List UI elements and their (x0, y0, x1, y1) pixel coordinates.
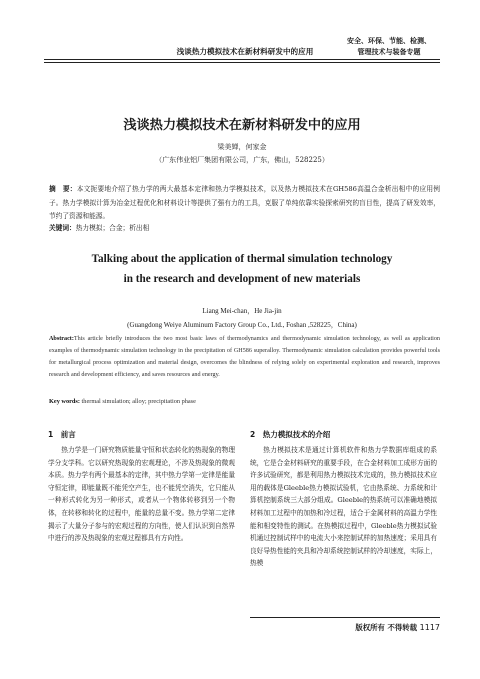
footer-rule (250, 617, 440, 618)
abstract-en-text: This article briefly introduces the two most basic laws of thermodynamics and thermodynamic simulation technology, as well as application examples of thermodynamic simulation technology in the precipitation of GH586 superalloy. Thermodynamic simulation calculation provides powerful tools for metallurgical process optimization and material design, overcomes the blindness of relying solely on experimental exploration and research, improves research and development efficiency, and saves resources and energy. (49, 336, 440, 379)
affiliation-en: (Guangdong Weiye Aluminum Factory Group Co., Ltd., Foshan ,528225，China) (127, 321, 357, 329)
page-number: 1117 (419, 623, 440, 632)
keywords-cn (49, 223, 440, 234)
header-column-name (339, 36, 439, 58)
page-footer (250, 622, 440, 633)
header-rule-bottom (44, 62, 440, 63)
paper-title-en-line2: in the research and development of new materials (123, 273, 361, 285)
footer-journal: 版权所有 不得转载 (355, 623, 418, 632)
header-column-line1: 安全、环保、节能、检测、 (347, 37, 431, 45)
authors-cn: 梁美婵，何家金 (217, 143, 267, 151)
abstract-cn-label: 摘 要： (49, 185, 77, 193)
paper-title-cn: 浅谈热力模拟技术在新材料研发中的应用 (123, 118, 361, 133)
keywords-en-text: thermal simulation; alloy; precipitation phase (79, 398, 196, 405)
authors-en: Liang Mei-chan，He Jia-jin (202, 307, 282, 315)
section-introduction-heading: 1 前言 (48, 430, 76, 439)
abstract-en-label: Abstract: (49, 336, 74, 342)
section-thermal-simulation (250, 429, 437, 570)
section-introduction (48, 429, 235, 545)
header-column-line2: 管理技术与装备专题 (357, 48, 421, 56)
header-rule-top (44, 59, 440, 60)
abstract-cn-text: 本文扼要地介绍了热力学的两大最基本定律和热力学模拟技术，以及热力模拟技术在GH586高温合金析出相中的应用例子。热力学模拟计算为冶金过程优化和材料设计等提供了强有力的工具，克服了单纯依靠实验探索研究的盲目性，提高了研发效率，节约了资源和能源。 (49, 185, 440, 220)
section-introduction-body: 热力学是一门研究物质能量守恒和状态转化的热现象的物理学分支学科。它以研究热现象的宏观理论，不涉及热现象的微观本质。热力学有两个最基本的定律，其中热力学第一定律是能量守恒定律，即能量既不能凭空产生，也不能凭空消失，它只能从一种形式转化为另一种形式，或者从一个物体转移到另一个物体，在转移和转化的过程中，能量的总量不变。热力学第二定律揭示了大量分子参与的宏观过程的方向性，使人们认识到自然界中进行的涉及热现象的宏观过程都具有方向性。 (48, 446, 235, 543)
keywords-en (49, 396, 440, 407)
keywords-cn-label: 关键词： (49, 224, 76, 232)
abstract-en (49, 333, 440, 381)
section-thermal-simulation-heading: 2 热力模拟技术的介绍 (250, 430, 331, 439)
header-running-title: 浅谈热力模拟技术在新材料研发中的应用 (176, 47, 314, 56)
paper-title-en (44, 249, 440, 289)
affiliation-cn: （广东伟业铝厂集团有限公司，广东，佛山，528225） (155, 156, 329, 164)
section-thermal-simulation-body: 热力模拟技术是通过计算机软件和热力学数据库组成的系统，它是合金材料研究的重要手段，在合金材料加工成形方面的许多试验研究，都是利用热力模拟技术完成的，热力模拟技术应用的载体是Gleeble热力模拟试验机，它由热系统、力系统和计算机控制系统三大部分组成。Gleeble的热系统可以准确地模拟材料加工过程中的加热和冷过程，适合于金属材料的高温力学性能和相变特性的测试。在热模拟过程中，Gleeble热力模拟试验机通过控制试样中的电流大小来控制试样的加热速度；采用具有良好导热性能的夹具和冷却系统控制试样的冷却速度，实际上，热模 (250, 446, 437, 568)
abstract-cn (49, 183, 440, 224)
keywords-cn-text: 热力模拟；合金；析出相 (75, 224, 150, 232)
paper-title-en-line1: Talking about the application of thermal simulation technology (91, 253, 393, 265)
keywords-en-label: Key words: (49, 398, 80, 405)
